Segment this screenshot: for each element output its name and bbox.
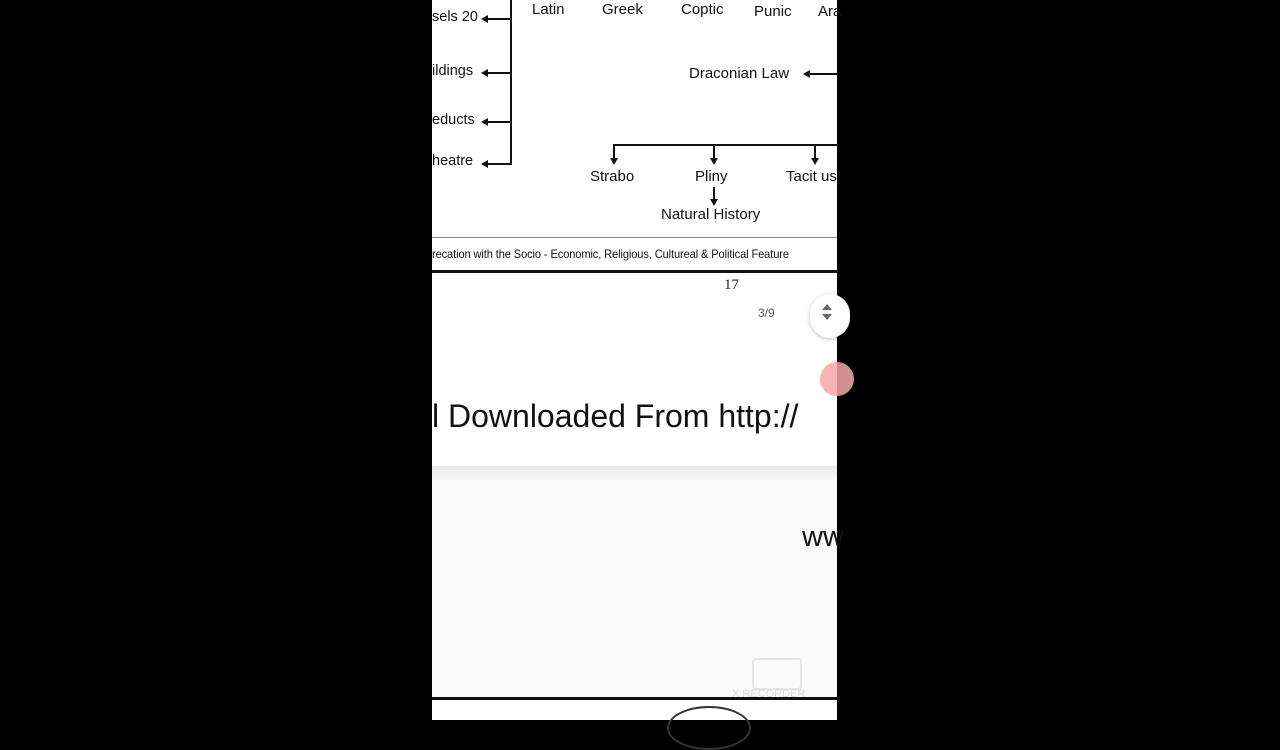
- connector-line: [808, 73, 837, 75]
- author-pliny: Pliny: [695, 168, 728, 185]
- connector-line: [486, 163, 511, 165]
- natural-history-label: Natural History: [661, 206, 761, 223]
- video-recorder-icon: [752, 658, 802, 690]
- left-label-buildings: ildings: [432, 63, 474, 79]
- chevron-up-icon[interactable]: [822, 304, 832, 310]
- connector-line: [486, 121, 511, 123]
- left-label-products: educts: [432, 112, 475, 128]
- left-bracket-line: [510, 0, 512, 165]
- connector-line: [486, 18, 511, 20]
- arrow-left-icon: [481, 160, 488, 168]
- banner-shadow: [432, 466, 837, 480]
- chevron-down-icon[interactable]: [822, 314, 832, 320]
- arrow-down-icon: [610, 158, 618, 165]
- arrow-left-icon: [803, 70, 810, 78]
- left-label-theatre: heatre: [432, 153, 474, 169]
- language-latin: Latin: [532, 1, 565, 18]
- language-ara: Ara: [818, 3, 842, 20]
- recorder-watermark: [732, 654, 832, 702]
- authors-branch-line: [613, 144, 837, 146]
- scroll-up-down-icon[interactable]: [810, 294, 850, 338]
- draconian-law-label: Draconian Law: [689, 65, 790, 82]
- footer-www-text: ww: [802, 521, 844, 553]
- pdf-viewer-screen: [432, 0, 844, 720]
- arrow-left-icon: [481, 69, 488, 77]
- bottom-circle-shape: [667, 706, 751, 750]
- page-number: 17: [724, 277, 739, 293]
- arrow-down-icon: [710, 158, 718, 165]
- download-banner-text: l Downloaded From http://: [432, 398, 799, 434]
- connector-line: [486, 72, 511, 74]
- watermark-text: X RECORDER: [732, 688, 806, 700]
- language-greek: Greek: [602, 1, 643, 18]
- author-tacitus: Tacit us: [786, 168, 837, 185]
- caption-top-rule: [432, 237, 837, 238]
- touch-indicator: [820, 362, 854, 396]
- arrow-left-icon: [481, 118, 488, 126]
- language-punic: Punic: [754, 3, 792, 20]
- left-label-vessels: sels 20: [432, 9, 478, 25]
- arrow-down-icon: [811, 158, 819, 165]
- arrow-down-icon: [710, 199, 718, 206]
- page-count-indicator: 3/9: [758, 306, 775, 320]
- language-coptic: Coptic: [681, 1, 724, 18]
- caption-bottom-rule: [432, 270, 837, 273]
- arrow-left-icon: [481, 15, 488, 23]
- page-caption: recation with the Socio - Economic, Religious, Cultureal & Political Feature: [432, 247, 789, 261]
- author-strabo: Strabo: [590, 168, 635, 185]
